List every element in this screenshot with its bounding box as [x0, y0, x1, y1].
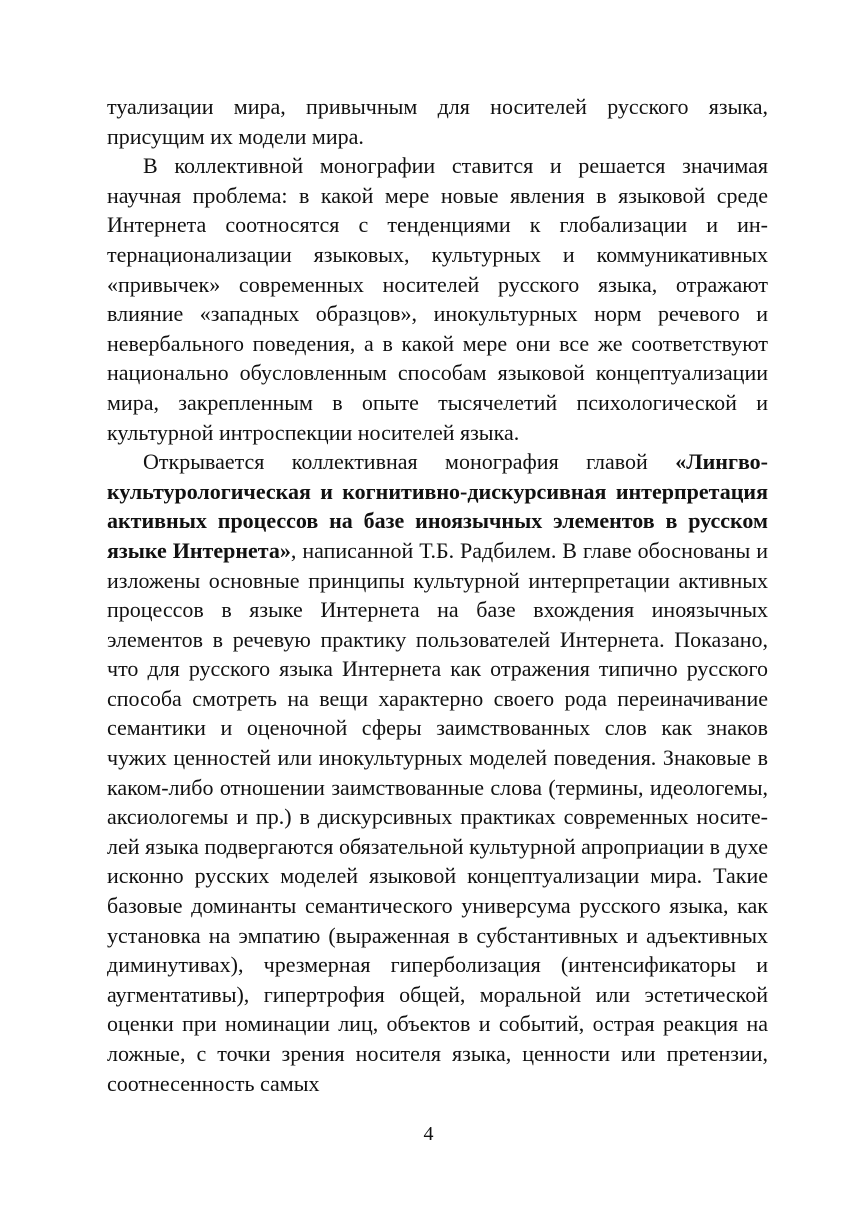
paragraph-monograph-problem: В коллективной монографии ставится и решается значимая научная проблема: в какой мере новые явления в языковой среде Интернета соотносятся с тенденциями к глобализации и интернационализации языковых, культурных и коммуникативных «привычек» современных носителей русского языка, отражают влияние «западных образцов», инокультурных норм речевого и невербального поведения, а в какой мере они все же соответствуют национально обусловленным способам языковой концептуализации мира, закрепленным в опыте тысячелетий психологической и культурной интроспекции носителей языка.	[107, 153, 768, 445]
paragraph-chapter-description	[107, 447, 768, 1098]
paragraph-body: , написанной Т.Б. Радбилем. В главе обоснованы и изложены основные принципы культурной интерпретации активных процессов в языке Интернета на базе вхождения иноязычных элементов в речевую практику пользователей Интернета. Показано, что для русского языка Интернета как отражения типично русского способа смотреть на вещи характерно своего рода переиначивание семантики и оценочной сферы заимствованных слов как знаков чужих ценностей или инокультурных моделей поведения. Знаковые в каком-либо отношении заимствованные слова (термины, идеологемы, аксиологемы и пр.) в дискурсивных практиках современных носителей языка подвергаются обязательной культурной апроприации в духе исконно русских моделей языковой концептуализации мира. Такие базовые доминанты семантического универсума русского языка, как установка на эмпатию (выраженная в субстантивных и адъективных диминутивах), чрезмерная гиперболизация (интенсификаторы и аугментативы), гипертрофия общей, моральной или эстетической оценки при номинации лиц, объектов и событий, острая реакция на ложные, с точки зрения носителя языка, ценности или претензии, соотнесенность самых	[107, 537, 768, 1096]
paragraph-continued: туализации мира, привычным для носителей русского языка, присущим их модели мира.	[107, 94, 768, 149]
page-number: 4	[423, 1123, 434, 1145]
paragraph-lead: Открывается коллективная монография главой	[143, 449, 676, 475]
chapter-title: «Лингвокультурологическая и когнитивно-дискурсивная интерпретация активных процессов на базе иноязычных элементов в русском языке Интернета»	[107, 449, 768, 563]
body-text	[107, 92, 768, 1098]
